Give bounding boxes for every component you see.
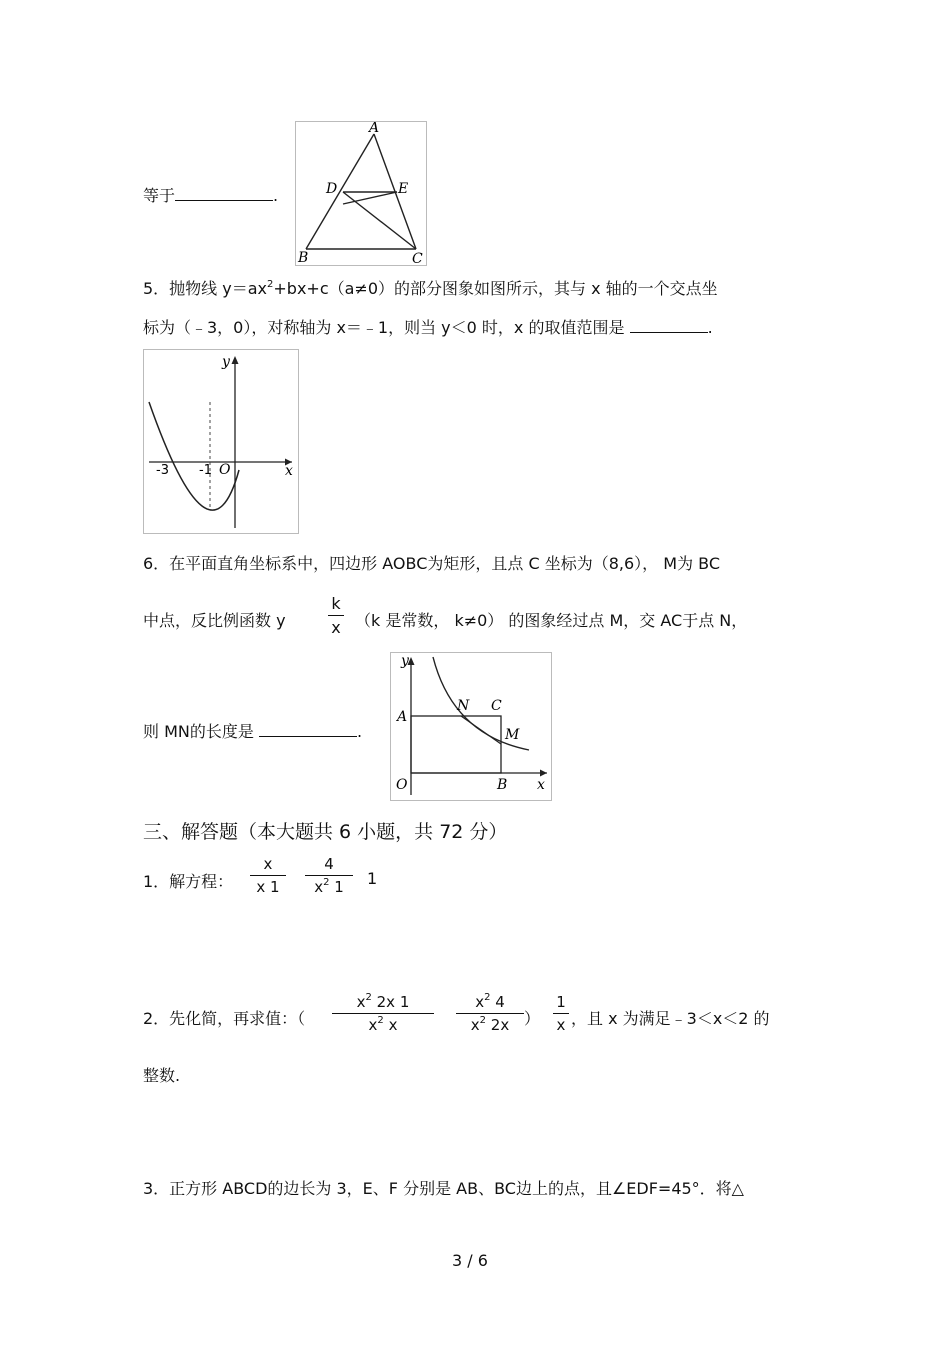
- origin-label: O: [219, 462, 231, 478]
- q6-frac-num: k: [331, 594, 341, 613]
- q5-text-a: 5．抛物线 y＝ax: [143, 279, 268, 298]
- p2-f3-den: x: [556, 1016, 566, 1034]
- hyperbola-diagram: [391, 653, 551, 800]
- q6-answer-blank[interactable]: [259, 718, 357, 737]
- q5-line2: [143, 314, 713, 338]
- label-m: M: [505, 727, 520, 743]
- triangle-diagram: [296, 122, 426, 265]
- section-heading: 三、解答题（本大题共 6 小题，共 72 分）: [143, 821, 508, 843]
- p1-label: 1．解方程：: [143, 872, 234, 891]
- tick-minus-1: -1: [199, 463, 212, 478]
- q6-line2a: 中点，反比例函数 y: [143, 611, 286, 630]
- p2-f2-bar: [456, 1013, 524, 1014]
- p2-f1-num-a: x: [356, 993, 366, 1011]
- p2-label: 2．先化简，再求值：（: [143, 1009, 306, 1028]
- p2-line2: 整数.: [143, 1066, 181, 1085]
- p2-f3-bar: [553, 1013, 569, 1014]
- p2-f1-num: [332, 993, 434, 1011]
- axis-y-label: y: [222, 354, 230, 370]
- label-e: E: [398, 181, 409, 197]
- p2-close-paren: ）: [524, 1009, 541, 1028]
- axis-y-label: y: [401, 653, 409, 669]
- page-number: 3 / 6: [452, 1251, 488, 1270]
- p2-f1-den-b: x: [383, 1016, 398, 1034]
- p1-f2-den-b: 1: [329, 878, 344, 896]
- p1-rhs: 1: [367, 869, 378, 888]
- q6-line2b: （k 是常数， k≠0） 的图象经过点 M，交 AC于点 N，: [355, 611, 748, 630]
- p2-f3-num: 1: [556, 993, 566, 1011]
- p2-f2-den-b: 2x: [486, 1016, 510, 1034]
- tick-minus-3: -3: [156, 463, 169, 478]
- p2-f2-den-sup: 2: [479, 1015, 487, 1026]
- p1-f1-bar: [250, 875, 286, 876]
- q6-line3: [143, 718, 362, 742]
- label-d: D: [326, 181, 338, 197]
- p2-f2-num-b: 4: [490, 993, 505, 1011]
- p1-f2-den-a: x: [314, 878, 324, 896]
- p1-fraction-1: [250, 855, 286, 896]
- p2-f2-num: [456, 993, 524, 1011]
- p2-tail: ，且 x 为满足﹣3＜x＜2 的: [571, 1009, 770, 1028]
- p2-f1-bar: [332, 1013, 434, 1014]
- parabola-diagram: [144, 350, 298, 533]
- p1-f2-num: 4: [324, 855, 334, 873]
- p2-f1-num-b: 2x 1: [371, 993, 410, 1011]
- p1-f1-num: x: [263, 855, 273, 873]
- p2-f2-den-a: x: [470, 1016, 480, 1034]
- q5-text-b: +bx+c（a≠0）的部分图象如图所示，其与 x 轴的一个交点坐: [273, 279, 718, 298]
- p3-line1: 3．正方形 ABCD的边长为 3，E、F 分别是 AB、BC边上的点，且∠EDF=45°．将△: [143, 1179, 744, 1198]
- q6-end: .: [356, 722, 363, 741]
- label-c: C: [491, 698, 502, 714]
- q6-fraction: [328, 594, 344, 637]
- p2-f1-den-a: x: [368, 1016, 378, 1034]
- q4-prefix: 等于: [143, 186, 176, 205]
- q5-line1: [143, 276, 718, 299]
- axis-x-label: x: [537, 777, 545, 793]
- p1-f2-den: [305, 878, 353, 896]
- label-c: C: [412, 251, 423, 265]
- q6-text: 则 MN的长度是: [143, 722, 254, 741]
- p1-f2-den-sup: 2: [323, 877, 330, 888]
- q6-frac-den: x: [331, 618, 341, 637]
- p2-f1-den: [332, 1016, 434, 1034]
- p2-fraction-2: [456, 993, 524, 1034]
- parabola-figure: [143, 349, 299, 534]
- p2-f1-num-sup: 2: [365, 992, 372, 1003]
- p2-fraction-1: [332, 993, 434, 1034]
- label-a: A: [369, 122, 380, 136]
- q6-frac-bar: [328, 615, 344, 616]
- q5-text-c: 标为（﹣3，0），对称轴为 x＝﹣1，则当 y＜0 时，x 的取值范围是: [143, 318, 625, 337]
- label-n: N: [457, 698, 470, 714]
- q6-line1: 6．在平面直角坐标系中，四边形 AOBC为矩形，且点 C 坐标为（8,6）， M为 BC: [143, 554, 721, 573]
- p2-f2-num-sup: 2: [484, 992, 491, 1003]
- label-a: A: [397, 709, 408, 725]
- p2-f1-den-sup: 2: [377, 1015, 384, 1026]
- q4-answer-blank[interactable]: [175, 182, 273, 201]
- p2-f2-den: [456, 1016, 524, 1034]
- q5-answer-blank[interactable]: [630, 314, 708, 333]
- q4-suffix: .: [273, 186, 279, 205]
- p2-f2-num-a: x: [475, 993, 485, 1011]
- label-b: B: [497, 777, 508, 793]
- origin-label: O: [396, 777, 408, 793]
- p2-fraction-3: [553, 993, 569, 1034]
- triangle-figure: [295, 121, 427, 266]
- p1-fraction-2: [305, 855, 353, 896]
- q4-line: [143, 182, 278, 206]
- label-b: B: [298, 250, 309, 265]
- hyperbola-figure: [390, 652, 552, 801]
- p1-f2-bar: [305, 875, 353, 876]
- q5-exponent: 2: [267, 279, 274, 290]
- axis-x-label: x: [285, 463, 293, 479]
- q5-end: .: [707, 318, 713, 337]
- p1-f1-den: x 1: [256, 878, 280, 896]
